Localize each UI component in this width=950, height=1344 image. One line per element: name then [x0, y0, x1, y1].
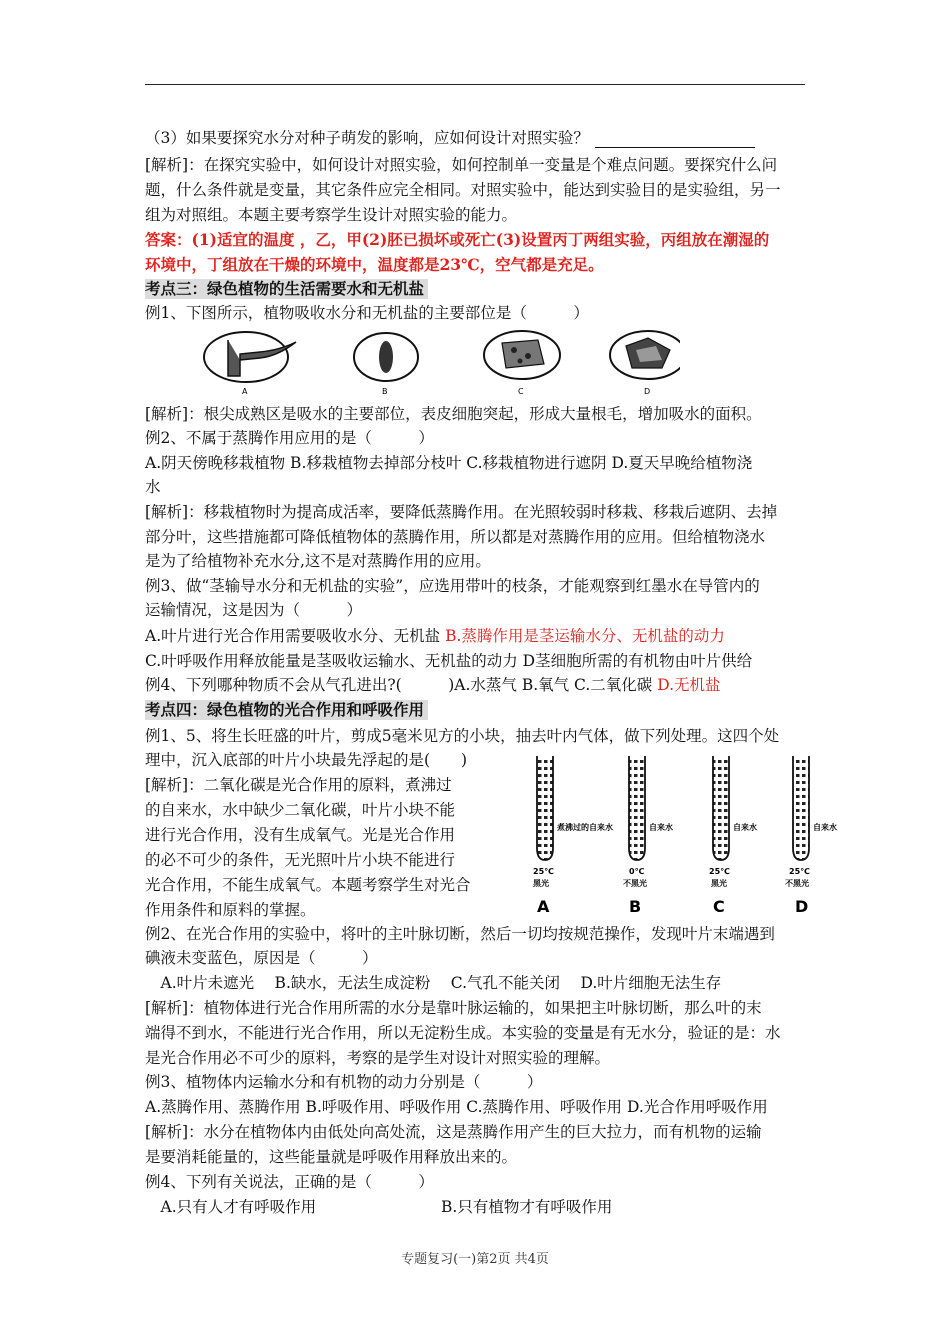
section-heading: 考点三：绿色植物的生活需要水和无机盐	[145, 279, 428, 299]
analysis-line: 组为对照组。本题主要考察学生设计对照实验的能力。	[145, 206, 518, 224]
example-4: 例4、下列哪种物质不会从气孔进出?( )A.水蒸气 B.氧气 C.二氧化碳 D.无机盐	[145, 676, 721, 694]
page-footer: 专题复习(一)第2页 共4页	[401, 1252, 549, 1267]
correct-option: D.无机盐	[657, 676, 721, 694]
test-tube-figure	[525, 752, 845, 920]
photosynthesis-example-3-options: A.蒸腾作用、蒸腾作用 B.呼吸作用、呼吸作用 C.蒸腾作用、呼吸作用 D.光合作用呼吸作用	[145, 1098, 768, 1116]
example-3-options-cd: C.叶呼吸作用释放能量是茎吸收运输水、无机盐的动力 D茎细胞所需的有机物由叶片供给	[145, 652, 753, 670]
example-3: 运输情况，这是因为（ ）	[145, 601, 363, 619]
tube-letter: C	[713, 897, 725, 916]
example-1: 例1、下图所示，植物吸收水分和无机盐的主要部位是（ ）	[145, 304, 589, 322]
test-tube-b	[623, 756, 673, 916]
tube-light: 黑光	[533, 879, 549, 888]
test-tube-d	[785, 756, 837, 916]
tube-temp: 0℃	[629, 867, 645, 876]
photosynthesis-example-2-analysis: 是光合作用必不可少的原料，考察的是学生对设计对照实验的理解。	[145, 1049, 611, 1067]
answer-line: 答案：(1)适宜的温度 ，乙，甲(2)胚已损坏或死亡(3)设置丙丁两组实验，丙组放在潮湿的	[145, 230, 770, 249]
analysis-line: 题，什么条件就是变量，其它条件应完全相同。对照实验中，能达到实验目的是实验组，另一	[145, 181, 781, 199]
tube-water-label: 自来水	[813, 823, 837, 832]
header-rule	[145, 84, 805, 85]
photosynthesis-analysis: 光合作用，不能生成氧气。本题考察学生对光合	[145, 876, 471, 894]
analysis-line: [解析]：在探究实验中，如何设计对照实验，如何控制单一变量是个难点问题。要探究什么问	[145, 156, 778, 174]
photosynthesis-analysis: 作用条件和原料的掌握。	[145, 901, 316, 919]
figure-label: A	[242, 387, 248, 396]
test-tube-c	[709, 756, 757, 916]
example-2-analysis: [解析]：移栽植物时为提高成活率，要降低蒸腾作用。在光照较弱时移栽、移栽后遮阴、去掉	[145, 503, 778, 521]
root-diagram-c	[484, 331, 560, 379]
figure-label: D	[644, 387, 651, 396]
tube-temp: 25℃	[789, 867, 810, 876]
tube-letter: D	[795, 897, 809, 916]
tube-letter: A	[537, 897, 550, 916]
tube-letter: B	[629, 897, 642, 916]
photosynthesis-analysis: 进行光合作用，没有生成氧气。光是光合作用	[145, 826, 456, 844]
example-3-options-ab: A.叶片进行光合作用需要吸收水分、无机盐 B.蒸腾作用是茎运输水分、无机盐的动力	[145, 627, 725, 645]
tube-light: 不黑光	[785, 879, 809, 888]
root-diagram-d	[610, 331, 680, 379]
photosynthesis-example-4: 例4、下列有关说法，正确的是（ ）	[145, 1173, 434, 1191]
photosynthesis-example-4-option-a: A.只有人才有呼吸作用	[145, 1198, 317, 1216]
tube-water-label: 自来水	[733, 823, 757, 832]
figure-label: C	[518, 387, 524, 396]
photosynthesis-example-2-options: A.叶片未遮光 B.缺水，无法生成淀粉 C.气孔不能关闭 D.叶片细胞无法生存	[145, 974, 722, 992]
photosynthesis-analysis: 的自来水，水中缺少二氧化碳，叶片小块不能	[145, 801, 456, 819]
tube-light: 黑光	[711, 879, 727, 888]
tube-water-label: 煮沸过的自来水	[557, 823, 613, 832]
photosynthesis-example-2: 例2、在光合作用的实验中，将叶的主叶脉切断，然后一切均按规范操作，发现叶片末端遇到	[145, 925, 775, 943]
test-tube-a	[533, 756, 613, 916]
root-diagram-b	[354, 333, 418, 381]
photosynthesis-example-3-analysis: [解析]：水分在植物体内由低处向高处流，这是蒸腾作用产生的巨大拉力，而有机物的运输	[145, 1123, 762, 1141]
example-2-options: A.阴天傍晚移栽植物 B.移栽植物去掉部分枝叶 C.移栽植物进行遮阴 D.夏天早晚给植物浇	[145, 454, 753, 472]
photosynthesis-analysis: 的必不可少的条件，无光照叶片小块不能进行	[145, 851, 456, 869]
correct-option: B.蒸腾作用是茎运输水分、无机盐的动力	[445, 627, 725, 645]
answer-line: 环境中，丁组放在干燥的环境中，温度都是23℃，空气都是充足。	[145, 255, 604, 274]
tube-water-label: 自来水	[649, 823, 673, 832]
root-diagram-a	[204, 332, 296, 382]
photosynthesis-example-2: 碘液未变蓝色，原因是（ ）	[145, 949, 378, 967]
answer-blank	[595, 132, 755, 148]
example-2: 例2、不属于蒸腾作用应用的是（ ）	[145, 429, 434, 447]
photosynthesis-example-3-analysis: 是要消耗能量的，这些能量就是呼吸作用释放出来的。	[145, 1148, 518, 1166]
tube-temp: 25℃	[533, 867, 554, 876]
tube-light: 不黑光	[623, 879, 647, 888]
example-2-options: 水	[145, 478, 161, 496]
photosynthesis-example-2-analysis: 端得不到水，不能进行光合作用，所以无淀粉生成。本实验的变量是有无水分，验证的是：水	[145, 1024, 781, 1042]
figure-label: B	[382, 387, 388, 396]
example-2-analysis: 是为了给植物补充水分,这不是对蒸腾作用的应用。	[145, 552, 491, 570]
question-3: （3）如果要探究水分对种子萌发的影响，应如何设计对照实验？	[145, 128, 755, 148]
example-1-analysis: [解析]：根尖成熟区是吸水的主要部位，表皮细胞突起，形成大量根毛，增加吸水的面积。	[145, 405, 762, 423]
photosynthesis-example-1: 例1、5、将生长旺盛的叶片，剪成5毫米见方的小块，抽去叶内气体，做下列处理。这四个处	[145, 727, 780, 745]
photosynthesis-example-4-option-b: B.只有植物才有呼吸作用	[441, 1198, 613, 1216]
photosynthesis-example-3: 例3、植物体内运输水分和有机物的动力分别是（ ）	[145, 1073, 543, 1091]
tube-temp: 25℃	[709, 867, 730, 876]
photosynthesis-example-2-analysis: [解析]：植物体进行光合作用所需的水分是靠叶脉运输的，如果把主叶脉切断，那么叶的末	[145, 999, 762, 1017]
photosynthesis-analysis: [解析]：二氧化碳是光合作用的原料，煮沸过	[145, 776, 452, 794]
example-3: 例3、做“茎输导水分和无机盐的实验”，应选用带叶的枝条，才能观察到红墨水在导管内的	[145, 577, 760, 595]
root-figure	[200, 328, 680, 398]
example-2-analysis: 部分叶，这些措施都可降低植物体的蒸腾作用，所以都是对蒸腾作用的应用。但给植物浇水	[145, 528, 766, 546]
section-heading: 考点四：绿色植物的光合作用和呼吸作用	[145, 700, 428, 720]
photosynthesis-example-1: 理中，沉入底部的叶片小块最先浮起的是( )	[145, 751, 468, 769]
